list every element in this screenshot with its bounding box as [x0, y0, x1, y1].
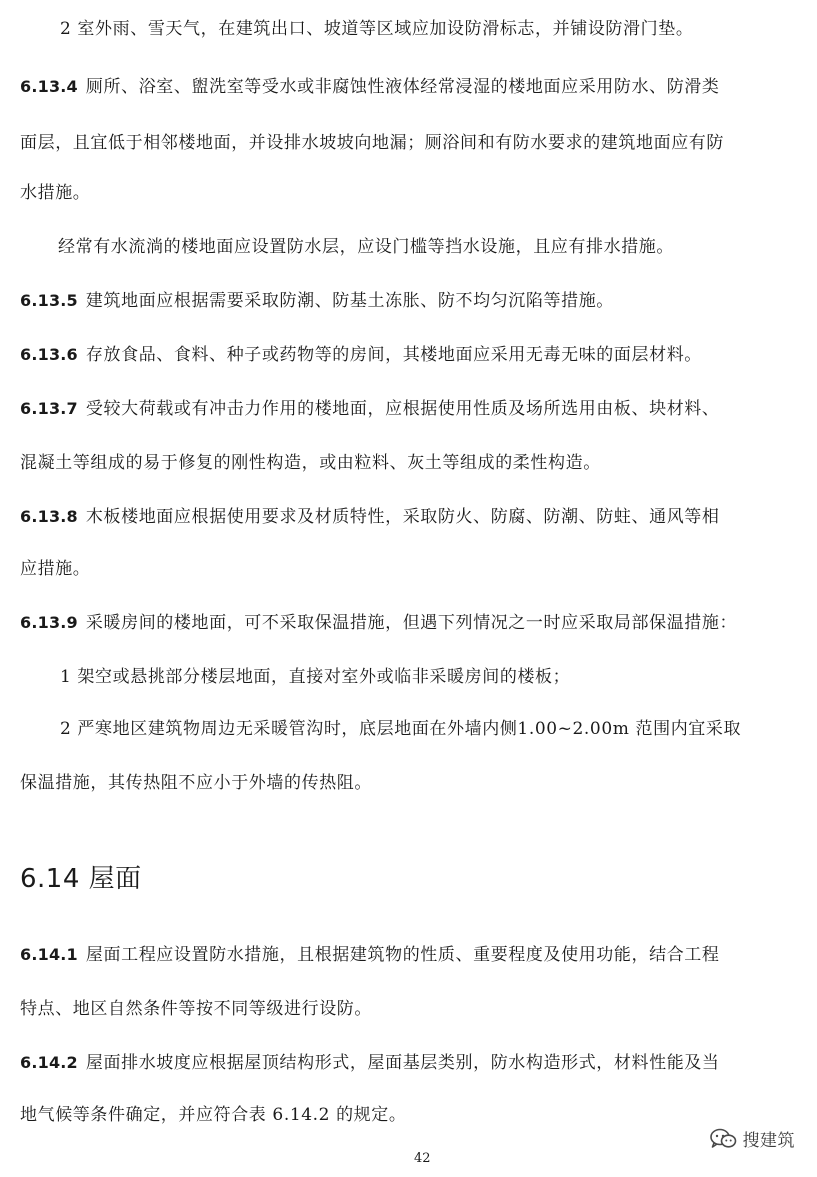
clause-number: 6.13.4: [20, 77, 78, 96]
clause-number: 6.13.7: [20, 399, 78, 418]
clause-number: 6.13.5: [20, 291, 78, 310]
section-heading: 6.14 屋面: [20, 864, 142, 894]
clause-text: 受较大荷载或有冲击力作用的楼地面，应根据使用性质及场所选用由板、块材料、: [85, 399, 720, 419]
clause-text: 水措施。: [20, 183, 91, 203]
list-item-1: [60, 666, 800, 688]
clause-6-13-7: [20, 398, 800, 420]
clause-6-14-2: [20, 1052, 800, 1074]
watermark-text: 搜建筑: [742, 1131, 795, 1151]
text-line: [20, 772, 800, 794]
clause-text: 混凝土等组成的易于修复的刚性构造，或由粒料、灰土等组成的柔性构造。: [20, 453, 601, 473]
list-item-2-line: [60, 18, 800, 40]
text-line: [20, 558, 800, 580]
text-line: [20, 998, 800, 1020]
clause-text: 面层，且宜低于相邻楼地面，并设排水坡坡向地漏；厕浴间和有防水要求的建筑地面应有防: [20, 133, 724, 153]
list-item-text: 保温措施，其传热阻不应小于外墙的传热阻。: [20, 773, 372, 793]
list-item-2: [60, 718, 800, 740]
clause-6-13-5: [20, 290, 800, 312]
clause-6-13-6: [20, 344, 800, 366]
clause-text: 屋面排水坡度应根据屋顶结构形式，屋面基层类别，防水构造形式，材料性能及当: [85, 1053, 720, 1073]
clause-number: 6.14.2: [20, 1053, 78, 1072]
clause-text: 特点、地区自然条件等按不同等级进行设防。: [20, 999, 372, 1019]
clause-text: 地气候等条件确定，并应符合表 6.14.2 的规定。: [20, 1105, 407, 1125]
text-line: [20, 182, 800, 204]
clause-text: 存放食品、食料、种子或药物等的房间，其楼地面应采用无毒无味的面层材料。: [85, 345, 702, 365]
clause-number: 6.14.1: [20, 945, 78, 964]
clause-6-13-9: [20, 612, 800, 634]
clause-number: 6.13.6: [20, 345, 78, 364]
clause-text: 建筑地面应根据需要采取防潮、防基土冻胀、防不均匀沉陷等措施。: [85, 291, 614, 311]
clause-number: 6.13.8: [20, 507, 78, 526]
paragraph-text: 经常有水流淌的楼地面应设置防水层，应设门槛等挡水设施，且应有排水措施。: [58, 237, 674, 257]
clause-text: 屋面工程应设置防水措施，且根据建筑物的性质、重要程度及使用功能，结合工程: [85, 945, 720, 965]
text-line: [20, 452, 800, 474]
text-line: [20, 1104, 800, 1126]
clause-6-13-4: [20, 76, 800, 98]
list-item-text: 2 严寒地区建筑物周边无采暖管沟时，底层地面在外墙内侧1.00~2.00m 范围内宜采取: [60, 719, 742, 739]
clause-text: 应措施。: [20, 559, 91, 579]
text-line: 2 室外雨、雪天气，在建筑出口、坡道等区域应加设防滑标志，并铺设防滑门垫。: [60, 19, 694, 39]
wechat-icon: [709, 1128, 737, 1150]
clause-6-13-8: [20, 506, 800, 528]
clause-text: 木板楼地面应根据使用要求及材质特性，采取防火、防腐、防潮、防蛀、通风等相: [85, 507, 720, 527]
paragraph-line: [58, 236, 800, 258]
list-item-text: 1 架空或悬挑部分楼层地面，直接对室外或临非采暖房间的楼板；: [60, 667, 571, 687]
clause-6-14-1: [20, 944, 800, 966]
clause-number: 6.13.9: [20, 613, 78, 632]
page-number: 42: [414, 1151, 431, 1166]
clause-text: 采暖房间的楼地面，可不采取保温措施，但遇下列情况之一时应采取局部保温措施：: [85, 613, 738, 633]
watermark: [709, 1126, 796, 1151]
text-line: [20, 132, 800, 154]
clause-text: 厕所、浴室、盥洗室等受水或非腐蚀性液体经常浸湿的楼地面应采用防水、防滑类: [85, 77, 720, 97]
